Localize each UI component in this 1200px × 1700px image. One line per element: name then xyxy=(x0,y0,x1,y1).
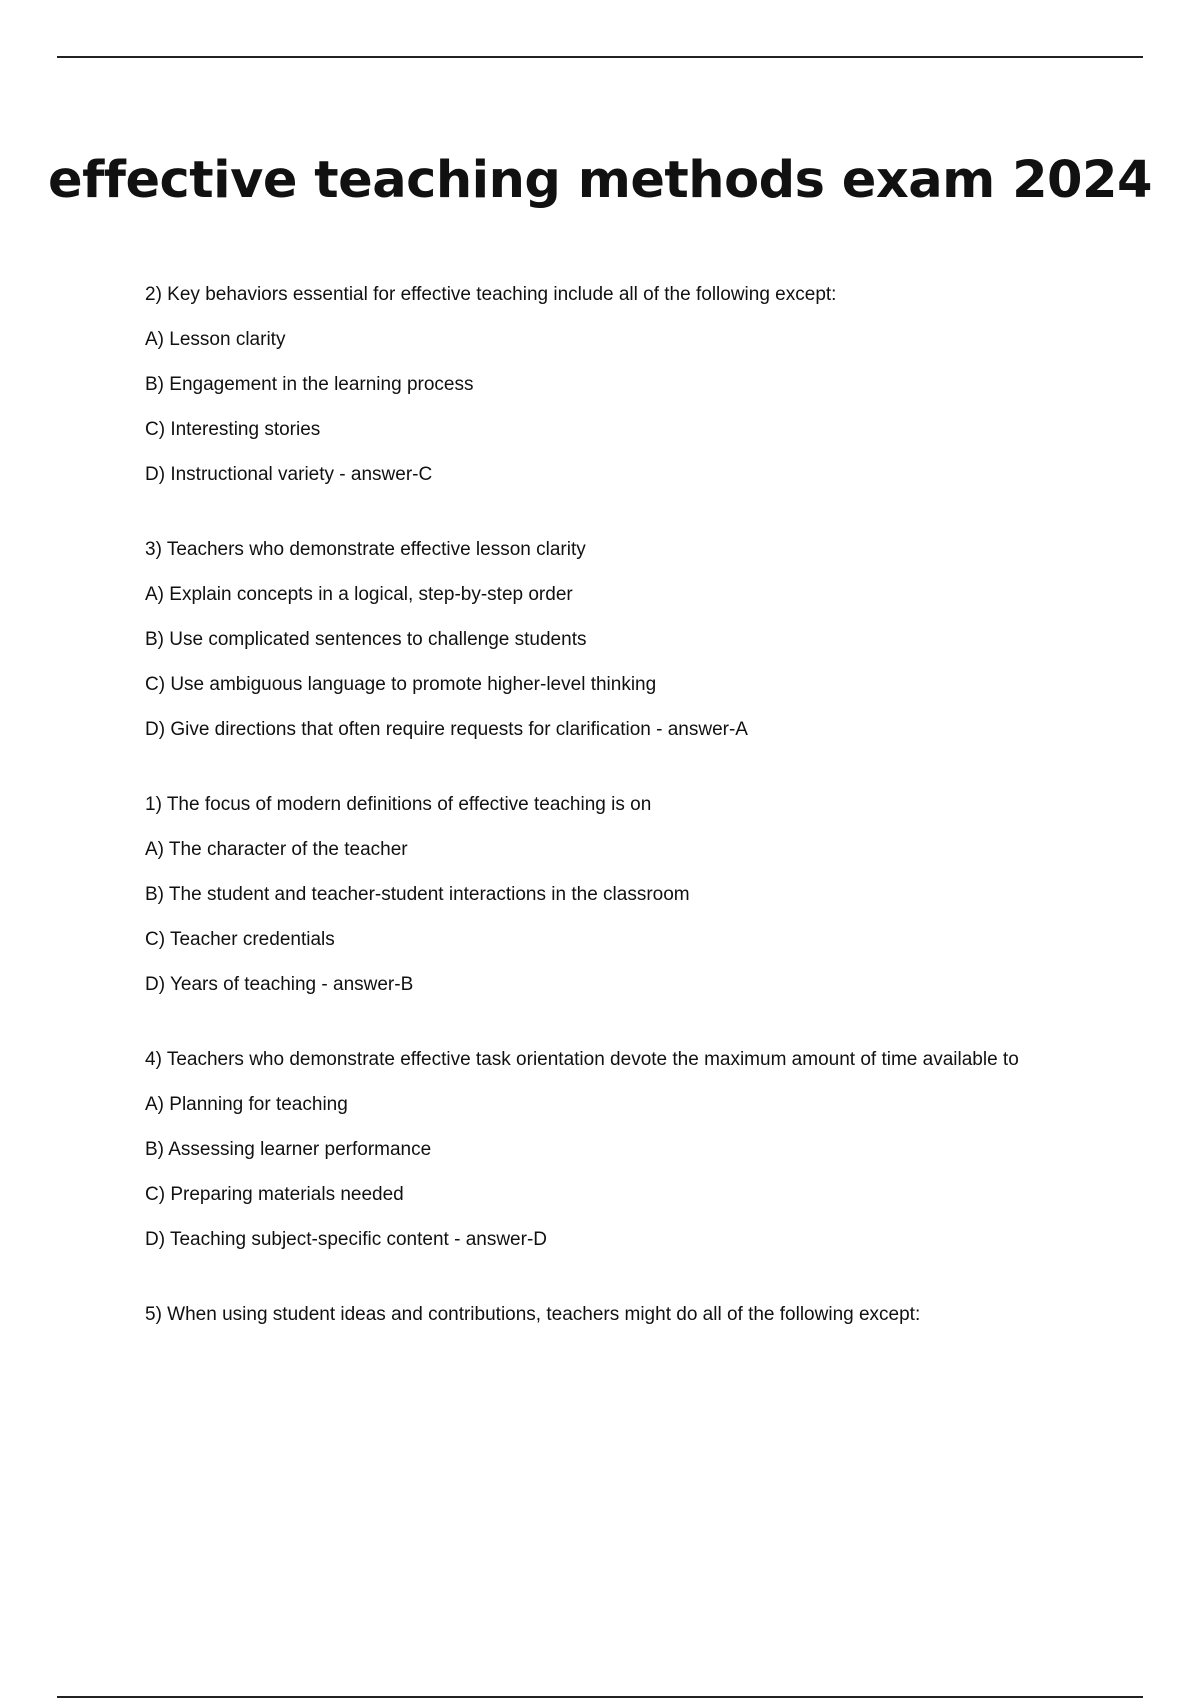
answer-option: B) Assessing learner performance xyxy=(145,1139,432,1160)
question-stem: 3) Teachers who demonstrate effective lesson clarity xyxy=(145,539,586,560)
answer-option: C) Teacher credentials xyxy=(145,929,335,950)
answer-option: D) Give directions that often require requests for clarification - answer-A xyxy=(145,719,748,740)
page-title: effective teaching methods exam 2024 xyxy=(47,151,1153,210)
question-stem: 4) Teachers who demonstrate effective task orientation devote the maximum amount of time available to xyxy=(145,1049,1019,1070)
top-rule xyxy=(57,56,1143,58)
question-2 xyxy=(145,280,1085,490)
bottom-rule xyxy=(57,1696,1143,1698)
answer-option: D) Years of teaching - answer-B xyxy=(145,974,414,995)
question-stem: 5) When using student ideas and contributions, teachers might do all of the following except: xyxy=(145,1304,921,1325)
answer-option: C) Use ambiguous language to promote higher-level thinking xyxy=(145,674,657,695)
question-5 xyxy=(145,1300,1085,1330)
answer-option: A) The character of the teacher xyxy=(145,839,408,860)
answer-option: A) Planning for teaching xyxy=(145,1094,348,1115)
question-4 xyxy=(145,1045,1085,1255)
answer-option: C) Interesting stories xyxy=(145,419,321,440)
answer-option: A) Explain concepts in a logical, step-by-step order xyxy=(145,584,573,605)
answer-option: D) Teaching subject-specific content - answer-D xyxy=(145,1229,547,1250)
answer-option: C) Preparing materials needed xyxy=(145,1184,404,1205)
question-stem: 1) The focus of modern definitions of effective teaching is on xyxy=(145,794,652,815)
answer-option: D) Instructional variety - answer-C xyxy=(145,464,433,485)
answer-option: B) The student and teacher-student interactions in the classroom xyxy=(145,884,690,905)
answer-option: B) Engagement in the learning process xyxy=(145,374,474,395)
answer-option: A) Lesson clarity xyxy=(145,329,286,350)
question-3 xyxy=(145,535,1085,745)
question-1 xyxy=(145,790,1085,1000)
question-stem: 2) Key behaviors essential for effective teaching include all of the following except: xyxy=(145,284,837,305)
question-list xyxy=(145,280,1085,1375)
answer-option: B) Use complicated sentences to challenge students xyxy=(145,629,587,650)
